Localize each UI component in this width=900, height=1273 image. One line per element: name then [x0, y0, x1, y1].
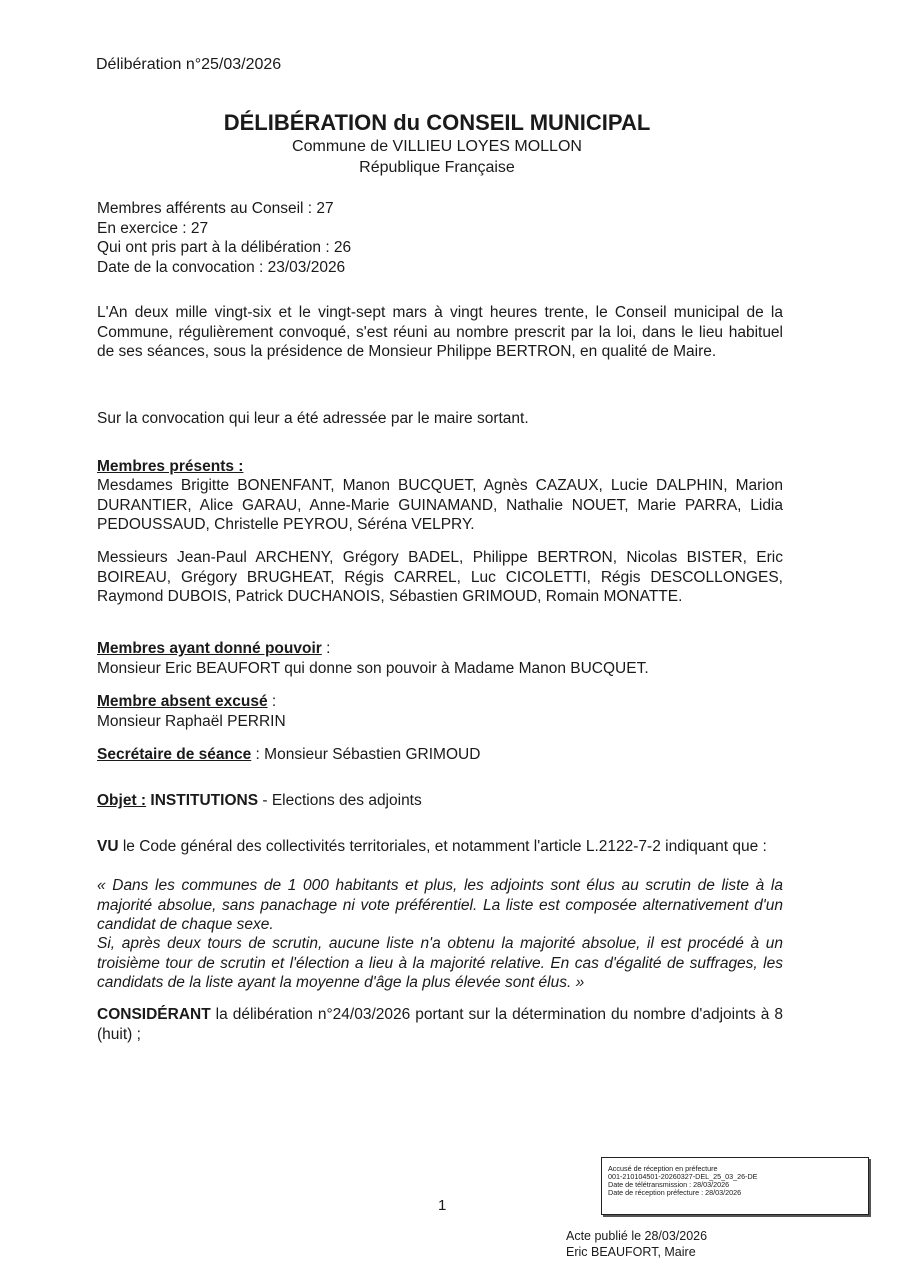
vu-quote-1: « Dans les communes de 1 000 habitants et plus, les adjoints sont élus au scrutin de liste à la majorité absolue, sans panachage ni vote préférentiel. La liste est composée alternativement d'un candidat de chaque sexe. — [97, 877, 783, 933]
proxy-colon: : — [321, 640, 331, 657]
absent-text: Monsieur Raphaël PERRIN — [97, 712, 286, 730]
considerant-lead: CONSIDÉRANT — [97, 1006, 211, 1023]
considerant-text: la délibération n°24/03/2026 portant sur la détermination du nombre d'adjoints à 8 (huit) ; — [97, 1006, 783, 1043]
stat-convocation-date: Date de la convocation : 23/03/2026 — [97, 258, 346, 276]
secretary-text: : Monsieur Sébastien GRIMOUD — [251, 746, 481, 763]
proxy-section — [97, 639, 783, 678]
publication-note — [566, 1228, 707, 1260]
vu-lead: VU — [97, 838, 119, 855]
proxy-text: Monsieur Eric BEAUFORT qui donne son pouvoir à Madame Manon BUCQUET. — [97, 659, 649, 677]
stat-participants: Qui ont pris part à la délibération : 26 — [97, 239, 352, 256]
publication-signatory: Eric BEAUFORT, Maire — [566, 1245, 696, 1259]
present-mesdames: Mesdames Brigitte BONENFANT, Manon BUCQUET, Agnès CAZAUX, Lucie DALPHIN, Marion DURANTIER, Alice GARAU, Anne-Marie GUINAMAND, Nathalie NOUET, Marie PARRA, Lidia PEDOUSSAUD, Christelle PEYROU, Séréna VELPRY. — [97, 477, 783, 533]
convocation-note: Sur la convocation qui leur a été adressée par le maire sortant. — [97, 410, 529, 427]
deliberation-reference: Délibération n°25/03/2026 — [96, 56, 282, 73]
prefecture-receipt-stamp — [601, 1157, 869, 1215]
stat-members: Membres afférents au Conseil : 27 — [97, 200, 334, 217]
vu-text: le Code général des collectivités territoriales, et notamment l'article L.2122-7-2 indiquant que : — [118, 838, 767, 855]
present-members-heading — [97, 457, 783, 477]
absent-section — [97, 692, 783, 731]
republic-label: République Française — [359, 159, 515, 176]
considerant-paragraph — [97, 1005, 783, 1044]
vu-paragraph — [97, 837, 783, 857]
stat-in-office: En exercice : 27 — [97, 219, 209, 237]
object-bold: INSTITUTIONS — [146, 792, 259, 809]
intro-paragraph: L'An deux mille vingt-six et le vingt-sept mars à vingt heures trente, le Conseil municipal de la Commune, régulièrement convoqué, s'est réuni au nombre prescrit par la loi, dans le lieu habituel de ses séances, sous la présidence de Monsieur Philippe BERTRON, en qualité de Maire. — [97, 304, 783, 360]
object-section — [97, 791, 783, 811]
proxy-heading: Membres ayant donné pouvoir — [97, 640, 322, 657]
object-heading: Objet : — [97, 792, 147, 809]
stamp-line: Accusé de réception en préfecture — [608, 1164, 718, 1173]
vu-quote-2: Si, après deux tours de scrutin, aucune liste n'a obtenu la majorité absolue, il est procédé à un troisième tour de scrutin et l'élection a lieu à la majorité relative. En cas d'égalité de suffrages, les candidats de la liste ayant la moyenne d'âge la plus élevée sont élus. » — [97, 935, 783, 991]
stamp-line: 001-210104501-20260327-DEL_25_03_26-DE — [608, 1172, 758, 1181]
commune-name: Commune de VILLIEU LOYES MOLLON — [292, 138, 582, 155]
document-title: DÉLIBÉRATION du CONSEIL MUNICIPAL — [223, 110, 651, 135]
stamp-line: Date de réception préfecture : 28/03/2026 — [608, 1188, 742, 1197]
absent-colon: : — [267, 693, 277, 710]
present-heading-label: Membres présents : — [97, 458, 244, 475]
publication-date: Acte publié le 28/03/2026 — [566, 1229, 708, 1243]
object-text: - Elections des adjoints — [258, 792, 422, 809]
present-messieurs: Messieurs Jean-Paul ARCHENY, Grégory BADEL, Philippe BERTRON, Nicolas BISTER, Eric BOIREAU, Grégory BRUGHEAT, Régis CARREL, Luc CICOLETTI, Régis DESCOLLONGES, Raymond DUBOIS, Patrick DUCHANOIS, Sébastien GRIMOUD, Romain MONATTE. — [97, 549, 783, 605]
attendance-stats — [97, 199, 783, 277]
absent-heading: Membre absent excusé — [97, 693, 268, 710]
secretary-heading: Secrétaire de séance — [97, 746, 252, 763]
page-number: 1 — [438, 1197, 447, 1214]
stamp-line: Date de télétransmission : 28/03/2026 — [608, 1180, 730, 1189]
secretary-section — [97, 745, 783, 765]
